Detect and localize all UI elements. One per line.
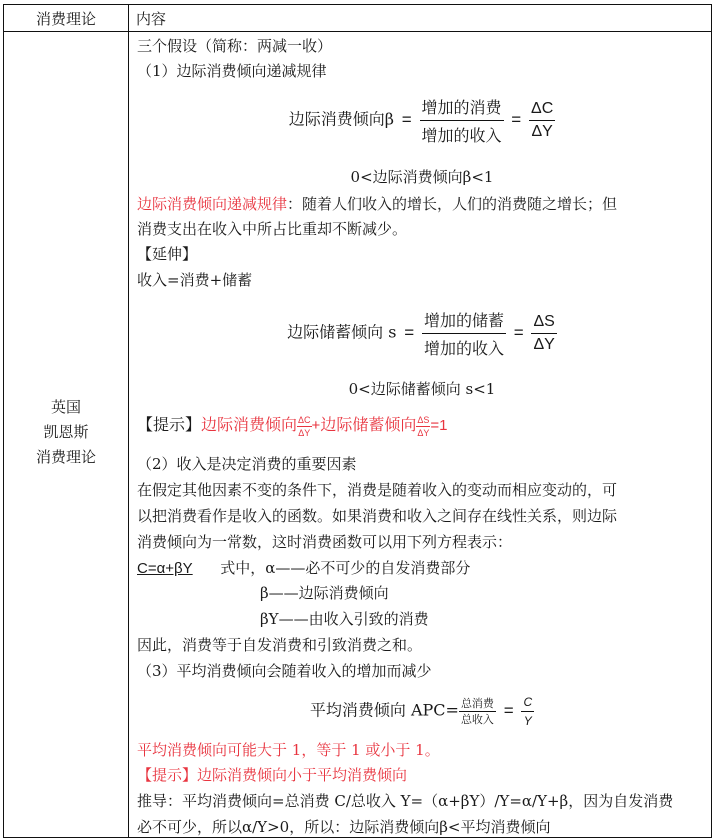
tip-2: 【提示】边际消费倾向小于平均消费倾向 (137, 766, 408, 784)
mpc-fraction-words (420, 95, 504, 146)
section-heading-2: （2）收入是决定消费的重要因素 (137, 455, 357, 473)
apc-lhs: 平均消费倾向 APC= (309, 700, 459, 720)
row-label-line: 凯恩斯 (43, 423, 89, 441)
apc-note: 平均消费倾向可能大于 1，等于 1 或小于 1。 (137, 741, 440, 759)
mps-fraction-words (422, 308, 506, 359)
fraction-denominator: 总收入 (460, 713, 494, 726)
apc-formula (137, 695, 707, 728)
law-line-1 (137, 193, 617, 215)
fraction-numerator: ΔC (298, 414, 311, 425)
mpc-fraction-delta (529, 100, 555, 141)
equation-where-alpha: 式中，α——必不可少的自发消费部分 (220, 559, 471, 577)
mpc-formula (137, 95, 707, 146)
apc-fraction-words (459, 697, 496, 726)
fraction-numerator: ΔC (529, 100, 555, 121)
equals-sign: = (503, 700, 514, 720)
equals-sign: = (511, 109, 522, 129)
derivation-line-1: 推导：平均消费倾向=总消费 C/总收入 Y=（α+βY）/Y=α/Y+β，因为自发消费 (137, 792, 674, 810)
mps-fraction-delta (531, 313, 556, 354)
table-header-row (4, 5, 711, 32)
tip-bracket: 【提示】 (137, 415, 202, 434)
law-text: ：随着人们收入的增长，人们的消费随之增长；但 (287, 195, 618, 213)
identity-line: 收入=消费+储蓄 (137, 271, 253, 289)
fraction-denominator: ΔY (531, 123, 553, 140)
mps-range: 0<边际储蓄倾向 s<1 (348, 380, 496, 398)
fraction-numerator: C (521, 695, 534, 712)
equation-beta: β——边际消费倾向 (260, 584, 389, 602)
equation-beta-y: βY——由收入引致的消费 (260, 610, 429, 628)
fraction-numerator: ΔS (531, 313, 556, 334)
conclusion-2: 因此，消费等于自发消费和引致消费之和。 (137, 636, 423, 654)
tip-part2: 边际储蓄倾向 (320, 415, 417, 434)
row-label-keynes (4, 395, 128, 470)
section-heading-1: （1）边际消费倾向递减规律 (137, 62, 327, 80)
mpc-range: 0<边际消费倾向β<1 (350, 168, 494, 186)
header-content: 内容 (136, 10, 167, 28)
equals-sign: = (404, 322, 415, 342)
row-label-line: 英国 (50, 398, 81, 416)
extension-label: 【延伸】 (137, 245, 198, 263)
consumption-equation: C=α+βY (137, 560, 193, 577)
row-label-line: 消费理论 (35, 448, 96, 466)
header-theory: 消费理论 (35, 10, 96, 28)
consumption-equation-line (137, 557, 470, 580)
fraction-numerator: 增加的储蓄 (422, 308, 506, 334)
mpc-lhs: 边际消费倾向β (288, 109, 394, 129)
para2-line-3: 消费倾向为一常数，这时消费函数可以用下列方程表示： (137, 533, 513, 551)
equals-sign: = (513, 322, 524, 342)
intro-line: 三个假设（简称：两减一收） (137, 37, 333, 55)
para2-line-1: 在假定其他因素不变的条件下，消费是随着收入的变动而相应变动的，可 (137, 481, 618, 499)
tip-plus: + (311, 417, 321, 434)
fraction-numerator: 总消费 (460, 697, 494, 710)
tip-part1: 边际消费倾向 (201, 415, 298, 434)
tip-fraction-c (297, 415, 312, 438)
section-heading-3: （3）平均消费倾向会随着收入的增加而减少 (137, 662, 432, 680)
column-divider (128, 5, 129, 837)
tip-fraction-s (416, 415, 430, 438)
law-label: 边际消费倾向递减规律 (137, 195, 288, 213)
para2-line-2: 以把消费看作是收入的函数。如果消费和收入之间存在线性关系，则边际 (137, 507, 618, 525)
fraction-denominator: ΔY (533, 336, 555, 353)
tip-1-line (137, 411, 447, 440)
equals-sign: = (401, 109, 412, 129)
mps-lhs: 边际储蓄倾向 s (287, 322, 397, 342)
fraction-numerator: ΔS (417, 414, 430, 425)
fraction-denominator: Y (523, 714, 532, 728)
tip-result: =1 (430, 417, 448, 434)
fraction-denominator: 增加的收入 (421, 126, 502, 145)
mps-formula (137, 308, 707, 359)
apc-fraction-letters (521, 695, 534, 728)
theory-table (3, 4, 712, 838)
fraction-denominator: ΔY (417, 427, 430, 438)
fraction-numerator: 增加的消费 (420, 95, 504, 121)
derivation-line-2: 必不可少，所以α/Y>0，所以：边际消费倾向β<平均消费倾向 (137, 818, 551, 836)
fraction-denominator: 增加的收入 (423, 339, 504, 358)
fraction-denominator: ΔY (298, 427, 311, 438)
law-line-2: 消费支出在收入中所占比重却不断减少。 (137, 220, 408, 238)
